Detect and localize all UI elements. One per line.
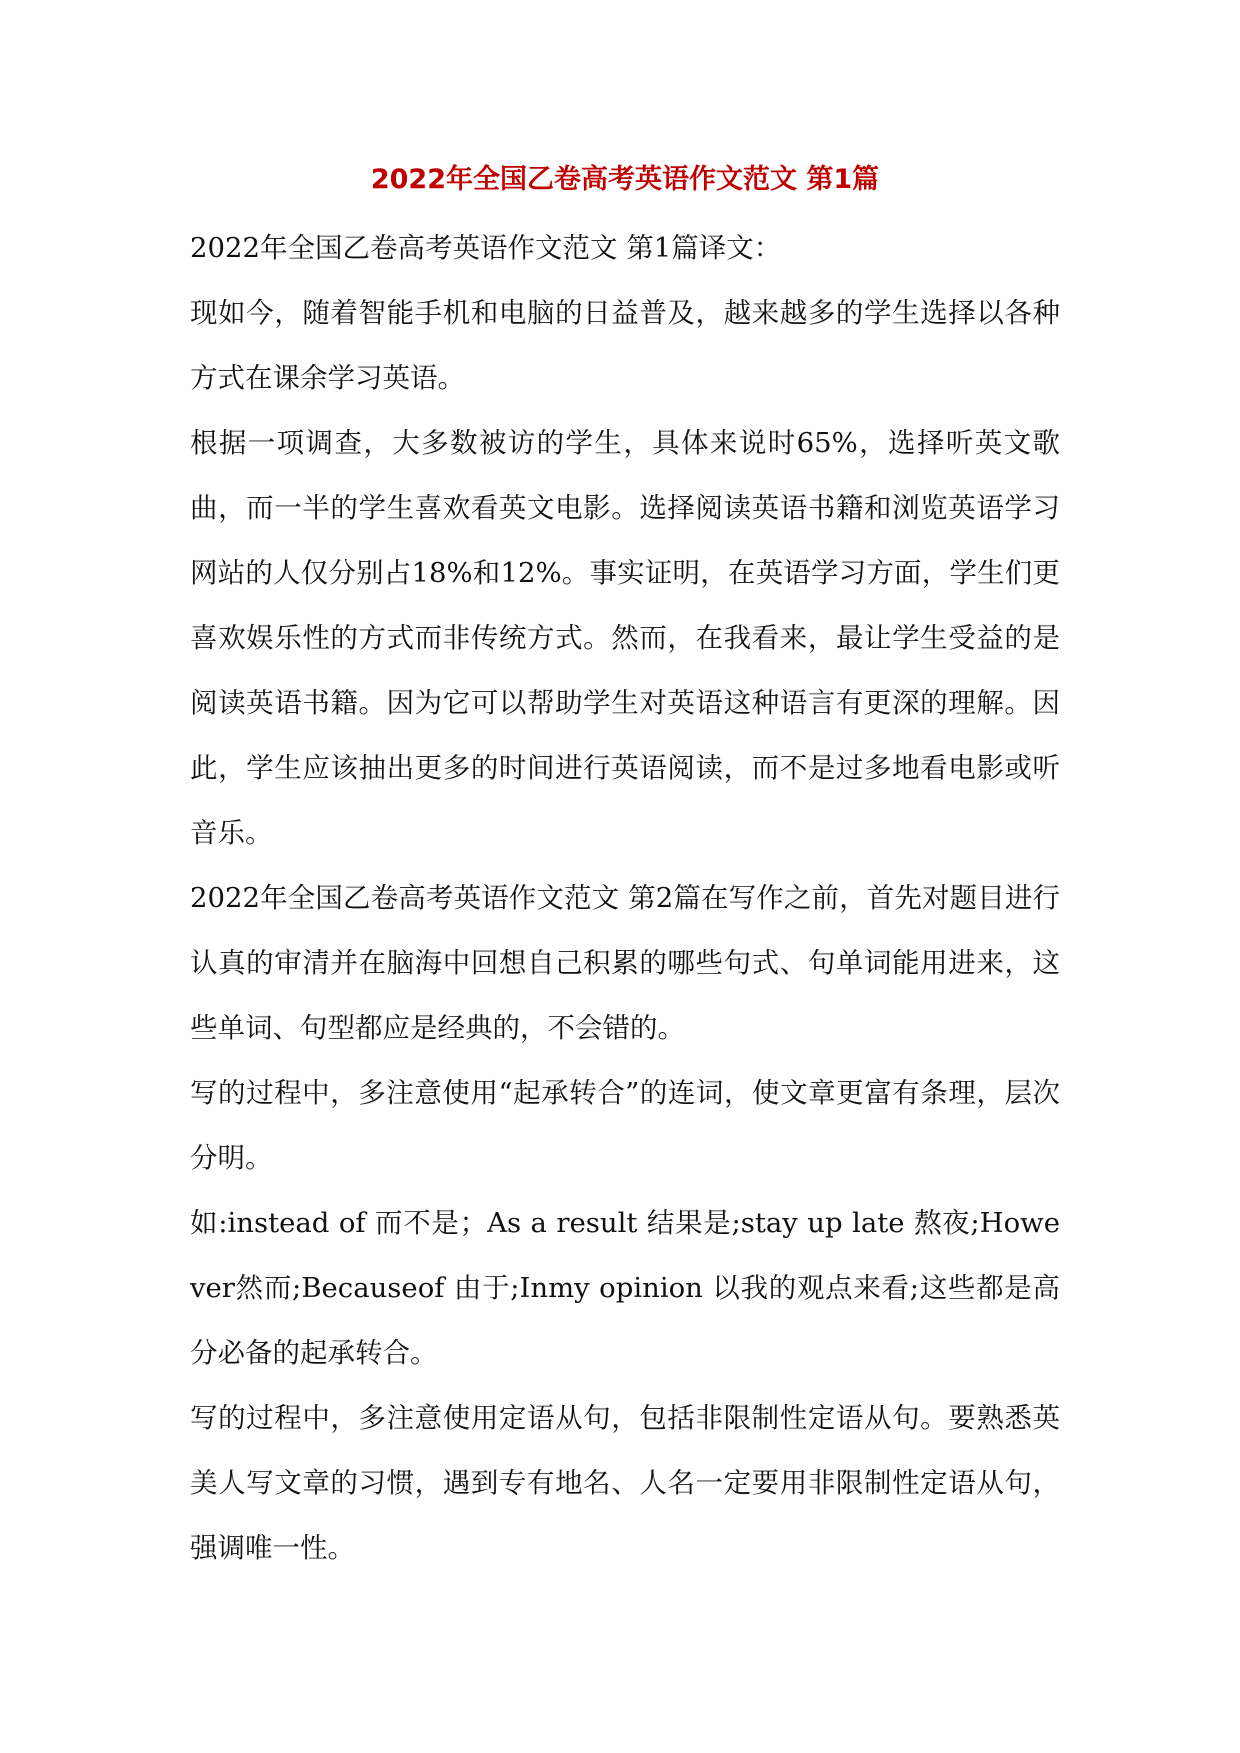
document-page xyxy=(190,160,1060,1700)
paragraph: 2022年全国乙卷高考英语作文范文 第2篇在写作之前，首先对题目进行认真的审清并在脑海中回想自己积累的哪些句式、句单词能用进来，这些单词、句型都应是经典的，不会错的。 xyxy=(190,882,1060,1044)
document-title: 2022年全国乙卷高考英语作文范文 第1篇 xyxy=(370,164,880,195)
paragraph: 如:instead of 而不是；As a result 结果是;stay up late 熬夜;However然而;Becauseof 由于;Inmy opinion 以我的观点来看;这些都是高分必备的起承转合。 xyxy=(190,1207,1060,1369)
paragraph: 写的过程中，多注意使用“起承转合”的连词，使文章更富有条理，层次分明。 xyxy=(190,1077,1060,1174)
document-body xyxy=(190,216,1060,1581)
paragraph: 现如今，随着智能手机和电脑的日益普及，越来越多的学生选择以各种方式在课余学习英语。 xyxy=(190,297,1060,394)
paragraph: 根据一项调查，大多数被访的学生，具体来说时65%，选择听英文歌曲，而一半的学生喜欢看英文电影。选择阅读英语书籍和浏览英语学习网站的人仅分别占18%和12%。事实证明，在英语学习方面，学生们更喜欢娱乐性的方式而非传统方式。然而，在我看来，最让学生受益的是阅读英语书籍。因为它可以帮助学生对英语这种语言有更深的理解。因此，学生应该抽出更多的时间进行英语阅读，而不是过多地看电影或听音乐。 xyxy=(190,427,1060,849)
paragraph: 写的过程中，多注意使用定语从句，包括非限制性定语从句。要熟悉英美人写文章的习惯，遇到专有地名、人名一定要用非限制性定语从句，强调唯一性。 xyxy=(190,1402,1060,1564)
paragraph: 2022年全国乙卷高考英语作文范文 第1篇译文： xyxy=(190,232,782,264)
